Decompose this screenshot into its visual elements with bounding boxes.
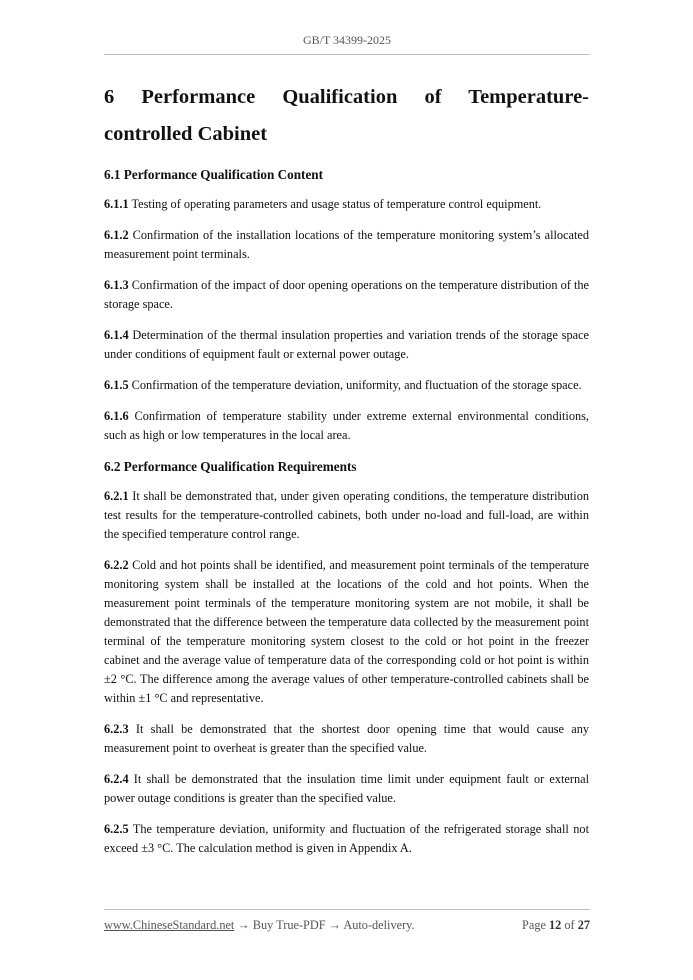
clause-6-2-5 bbox=[104, 820, 589, 858]
footer-links bbox=[104, 918, 415, 933]
clause-number: 6.2.1 bbox=[104, 489, 129, 503]
clause-text: Confirmation of the temperature deviation, uniformity, and fluctuation of the storage space. bbox=[131, 378, 582, 392]
clause-number: 6.1.3 bbox=[104, 278, 129, 292]
page-footer bbox=[104, 918, 590, 933]
clause-number: 6.2.5 bbox=[104, 822, 129, 836]
clause-text: The temperature deviation, uniformity and fluctuation of the refrigerated storage shall not exceed ±3 °C. The calculation method is given in Appendix A. bbox=[104, 822, 589, 855]
page-label: Page bbox=[522, 918, 546, 932]
clause-text: Confirmation of temperature stability under extreme external environmental conditions, such as high or low temperatures in the local area. bbox=[104, 409, 590, 442]
clause-6-2-3 bbox=[104, 720, 589, 758]
clause-text: Confirmation of the impact of door opening operations on the temperature distribution of the storage space. bbox=[104, 278, 589, 311]
clause-number: 6.1.4 bbox=[104, 328, 129, 342]
page-of-label: of bbox=[564, 918, 575, 932]
clause-6-1-4 bbox=[104, 326, 589, 364]
clause-number: 6.2.2 bbox=[104, 558, 129, 572]
page-content bbox=[104, 79, 589, 870]
clause-text: It shall be demonstrated that, under given operating conditions, the temperature distribution test results for the temperature-controlled cabinets, both under no-load and full-load, are within the specified temperature control range. bbox=[104, 489, 589, 541]
clause-6-2-2 bbox=[104, 556, 589, 708]
section-6-1 bbox=[104, 165, 589, 445]
clause-number: 6.1.5 bbox=[104, 378, 129, 392]
clause-6-1-3 bbox=[104, 276, 589, 314]
clause-number: 6.1.1 bbox=[104, 197, 129, 211]
clause-text: It shall be demonstrated that the insulation time limit under equipment fault or external power outage conditions is greater than the specified value. bbox=[104, 772, 590, 805]
clause-6-1-6 bbox=[104, 407, 589, 445]
section-6-2 bbox=[104, 457, 589, 858]
clause-text: Testing of operating parameters and usage status of temperature control equipment. bbox=[131, 197, 542, 211]
delivery-text: → Auto-delivery. bbox=[328, 918, 415, 932]
clause-6-1-2 bbox=[104, 226, 589, 264]
site-link[interactable]: www.ChineseStandard.net bbox=[104, 918, 235, 932]
clause-6-1-1 bbox=[104, 195, 589, 214]
page-number bbox=[522, 918, 590, 933]
clause-text: Determination of the thermal insulation properties and variation trends of the storage space under conditions of equipment fault or external power outage. bbox=[104, 328, 589, 361]
clause-text: Confirmation of the installation locations of the temperature monitoring system’s allocated measurement point terminals. bbox=[104, 228, 589, 261]
clause-number: 6.1.6 bbox=[104, 409, 129, 423]
footer-divider bbox=[104, 909, 590, 910]
page-current: 12 bbox=[549, 918, 562, 932]
section-title: 6 Performance Qualification of Temperature-controlled Cabinet bbox=[104, 86, 589, 145]
subsection-heading: 6.1 Performance Qualification Content bbox=[104, 167, 324, 182]
clause-6-2-1 bbox=[104, 487, 589, 544]
subsection-heading: 6.2 Performance Qualification Requirements bbox=[104, 459, 357, 474]
document-id-header: GB/T 34399-2025 bbox=[302, 33, 392, 47]
page-total: 27 bbox=[577, 918, 590, 932]
clause-text: It shall be demonstrated that the shortest door opening time that would cause any measurement point to overheat is greater than the specified value. bbox=[104, 722, 589, 755]
header-divider bbox=[104, 54, 590, 55]
clause-6-1-5 bbox=[104, 376, 589, 395]
clause-text: Cold and hot points shall be identified, and measurement point terminals of the temperature monitoring system shall be installed at the locations of the cold and hot points. When the measurement point terminals of the temperature monitoring system are not mobile, it shall be demonstrated that the difference between the temperature data collected by the measurement point terminal of the temperature monitoring system closest to the cold or hot point in the freezer cabinet and the average value of temperature data of the corresponding cold or hot point is within ±2 °C. The difference among the average values of other temperature-controlled cabinets shall be within ±1 °C and representative. bbox=[104, 558, 589, 705]
buy-text: → Buy True-PDF bbox=[237, 918, 326, 932]
clause-6-2-4 bbox=[104, 770, 589, 808]
clause-number: 6.2.4 bbox=[104, 772, 129, 786]
clause-number: 6.1.2 bbox=[104, 228, 129, 242]
clause-number: 6.2.3 bbox=[104, 722, 129, 736]
